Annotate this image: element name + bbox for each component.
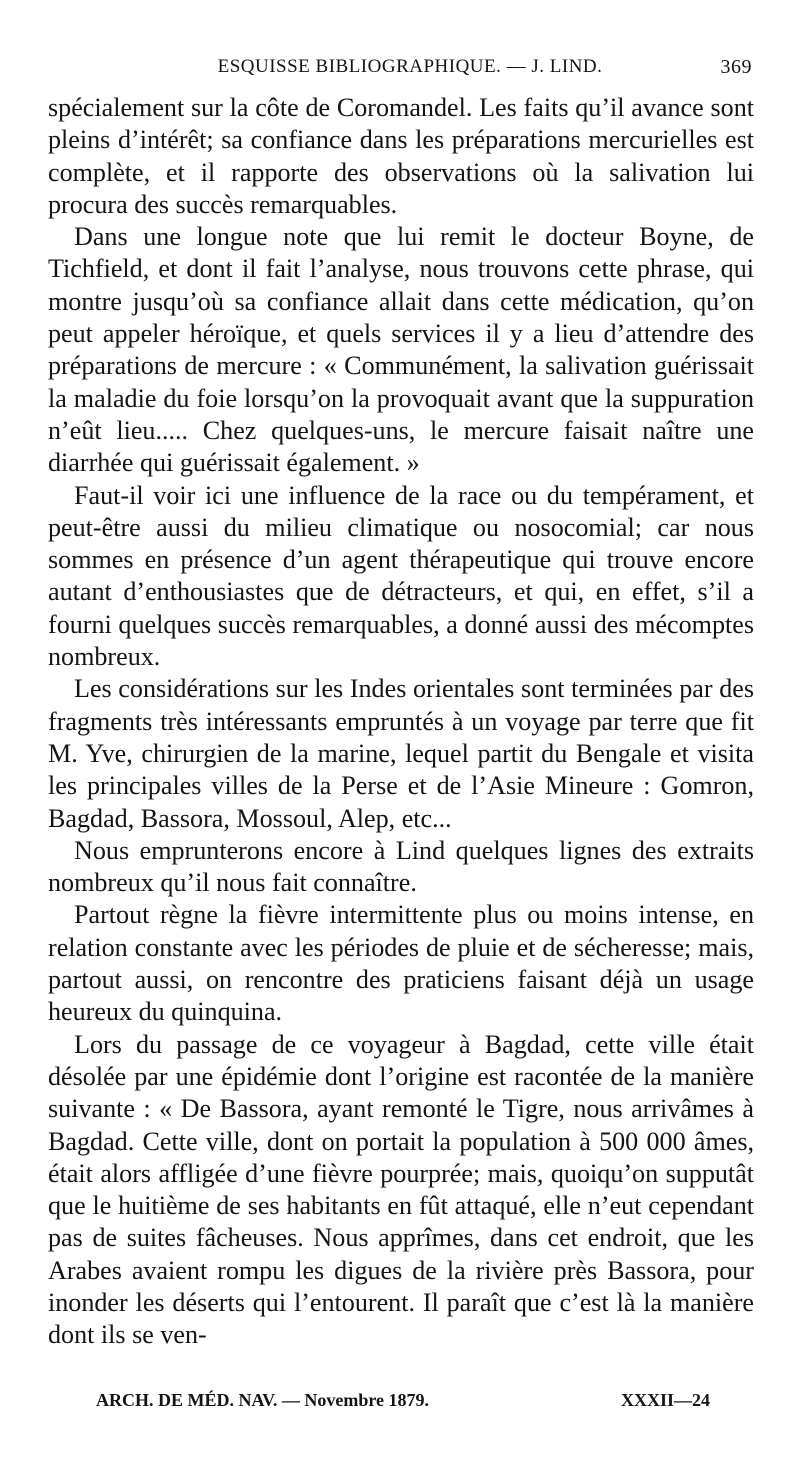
page-number: 369: [720, 56, 752, 78]
paragraph: Nous emprunterons encore à Lind quelques lignes des extraits nombreux qu’il nous fait connaître.: [48, 835, 754, 898]
journal-reference: ARCH. DE MÉD. NAV. — Novembre 1879.: [96, 1390, 429, 1410]
paragraph-continuation: spécialement sur la côte de Coromandel. Les faits qu’il avance sont pleins d’intérêt; sa confiance dans les préparations mercurielles est complète, et il rapporte des observations où la salivation lui procura des succès remarquables.: [48, 93, 754, 219]
paragraph: Les considérations sur les Indes orientales sont terminées par des fragments très intéressants empruntés à un voyage par terre que fit M. Yve, chirurgien de la marine, lequel partit du Bengale et visita les principales villes de la Perse et de l’Asie Mineure : Gomron, Bagdad, Bassora, Mossoul, Alep, etc...: [48, 674, 754, 833]
paragraph: Partout règne la fièvre intermittente plus ou moins intense, en relation constante avec les périodes de pluie et de sécheresse; mais, partout aussi, on rencontre des praticiens faisant déjà un usage heureux du quinquina.: [48, 900, 754, 1027]
body-text: [48, 92, 754, 1352]
paragraph: Lors du passage de ce voyageur à Bagdad, cette ville était désolée par une épidémie dont l’origine est racontée de la manière suivante : « De Bassora, ayant remonté le Tigre, nous arrivâmes à Bagdad. Cette ville, dont on portait la population à 500 000 âmes, était alors affligée d’une fièvre pourprée; mais, quoiqu’on supputât que le huitième de ses habitants en fût attaqué, elle n’eut cependant pas de suites fâcheuses. Nous apprîmes, dans cet endroit, que les Arabes avaient rompu les digues de la rivière près Bassora, pour inonder les déserts qui l’entourent. Il paraît que c’est là la manière dont ils se ven-: [48, 1029, 754, 1350]
paragraph: Faut-il voir ici une influence de la race ou du tempérament, et peut-être aussi du milieu climatique ou nosocomial; car nous sommes en présence d’un agent thérapeutique qui trouve encore autant d’enthousiastes que de détracteurs, et qui, en effet, s’il a fourni quelques succès remarquables, a donné aussi des mécomptes nombreux.: [48, 480, 754, 672]
running-title: ESQUISSE BIBLIOGRAPHIQUE. — J. LIND.: [217, 56, 603, 77]
paragraph: Dans une longue note que lui remit le docteur Boyne, de Tichfield, et dont il fait l’analyse, nous trouvons cette phrase, qui montre jusqu’où sa confiance allait dans cette médication, qu’on peut appeler héroïque, et quels services il y a lieu d’attendre des préparations de mercure : « Communément, la salivation guérissait la maladie du foie lorsqu’on la provoquait avant que la suppuration n’eût lieu..... Chez quelques-uns, le mercure faisait naître une diarrhée qui guérissait également. »: [48, 222, 754, 478]
page-footer: [96, 1390, 710, 1416]
signature-mark: XXXII—24: [620, 1390, 710, 1410]
running-head: [48, 56, 752, 86]
